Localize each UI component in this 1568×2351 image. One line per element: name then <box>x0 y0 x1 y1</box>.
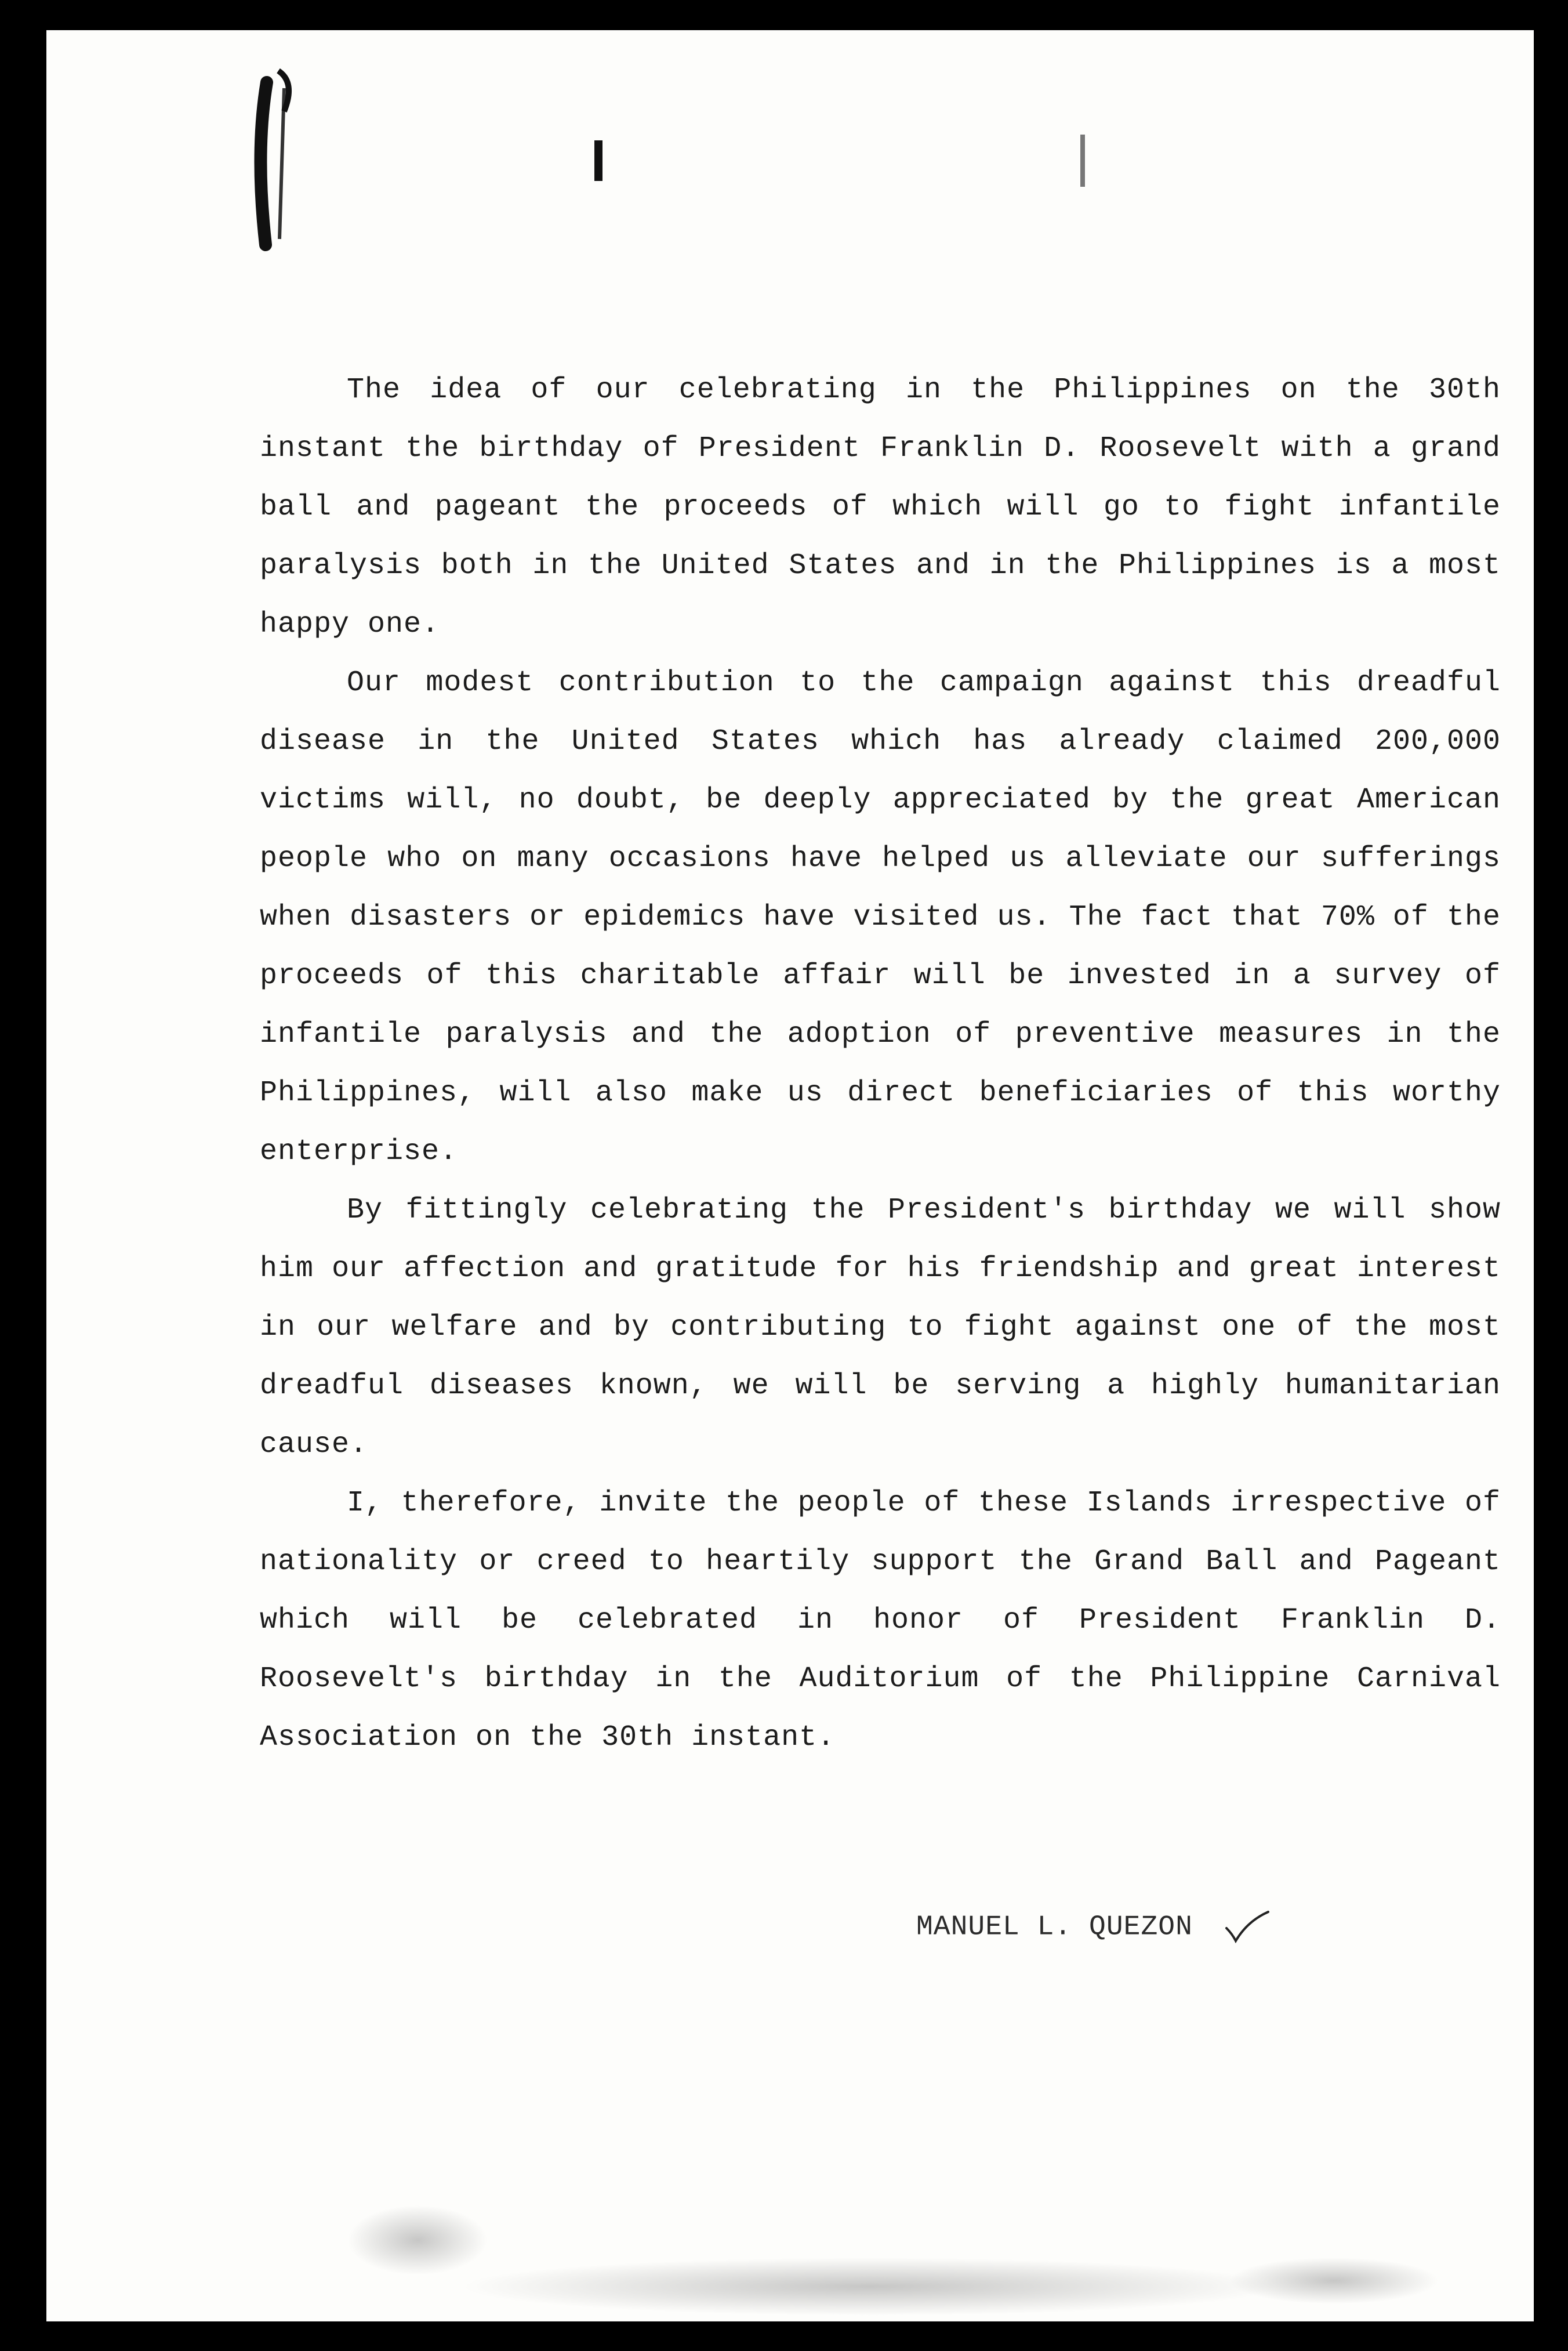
paragraph-2: Our modest contribution to the campaign against this dreadful disease in the United States which has already claimed 200,000 victims will, no doubt, be deeply appreciated by the great American people who on many occasions have helped us alleviate our sufferings when disasters or epidemics have visited us. The fact that 70% of the proceeds of this charitable affair will be invested in a survey of infantile paralysis and the adoption of preventive measures in the Philippines, will also make us direct beneficiaries of this worthy enterprise. <box>260 666 1501 1168</box>
document-page <box>46 30 1534 2321</box>
signature-line <box>916 1910 1271 1944</box>
binding-marks <box>244 48 1171 280</box>
paragraph-1: The idea of our celebrating in the Philippines on the 30th instant the birthday of President Franklin D. Roosevelt with a grand ball and pageant the proceeds of which will go to fight infantile paralysis both in the United States and in the Philippines is a most happy one. <box>260 374 1501 641</box>
paragraph-4: I, therefore, invite the people of these Islands irrespective of nationality or creed to heartily support the Grand Ball and Pageant which will be celebrated in honor of President Franklin D. Roosevelt's birthday in the Auditorium of the Philippine Carnival Association on the 30th instant. <box>260 1487 1501 1754</box>
letter-body <box>260 361 1501 1767</box>
signature-name: MANUEL L. QUEZON <box>916 1911 1193 1943</box>
paragraph-3: By fittingly celebrating the President's birthday we will show him our affection and gratitude for his friendship and great interest in our welfare and by contributing to fight against one of the most dreadful diseases known, we will be serving a highly humanitarian cause. <box>260 1194 1501 1461</box>
paper-smudge <box>348 2165 1450 2316</box>
check-mark-icon <box>1224 1910 1271 1944</box>
